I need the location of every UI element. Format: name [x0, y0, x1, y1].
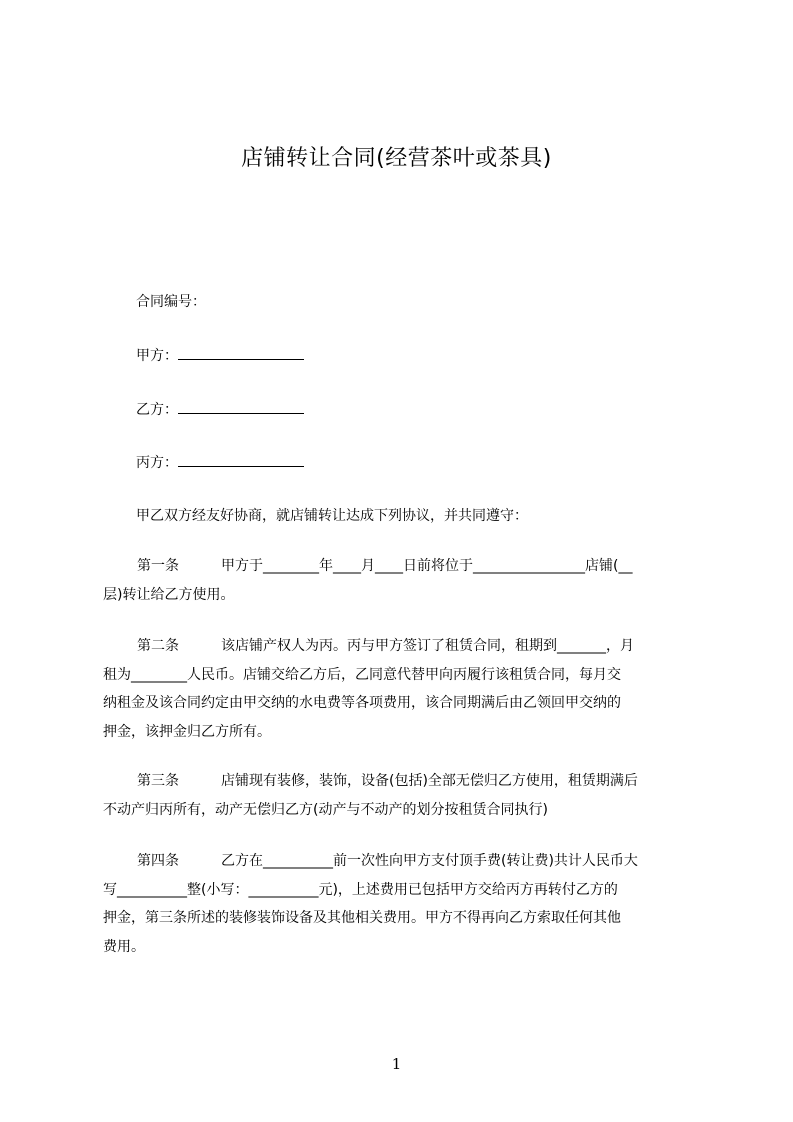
article-2-line-4: 押金，该押金归乙方所有。: [103, 723, 271, 740]
party-a-field: [136, 345, 304, 366]
article-2-line-1: 该店铺产权人为丙。丙与甲方签订了租赁合同，租期到_______，月: [221, 638, 634, 654]
article-4-heading: 第四条: [137, 853, 179, 869]
article-1: [103, 552, 699, 609]
party-b-field: [136, 399, 304, 420]
article-1-line-1: 甲方于________年____月____日前将位于________________店铺(__: [221, 558, 633, 574]
party-c-blank[interactable]: [178, 452, 304, 467]
party-b-blank[interactable]: [178, 399, 304, 414]
article-3-heading: 第三条: [137, 773, 179, 789]
party-b-label: 乙方：: [136, 402, 178, 418]
article-2-heading: 第二条: [137, 638, 179, 654]
article-1-line-2: 层)转让给乙方使用。: [103, 586, 235, 603]
article-4-line-4: 费用。: [103, 938, 145, 955]
article-3-line-1: 店铺现有装修，装饰，设备(包括)全部无偿归乙方使用，租赁期满后: [221, 773, 638, 789]
party-a-blank[interactable]: [178, 345, 304, 360]
party-c-field: [136, 452, 304, 473]
article-2-line-2: 租为________人民币。店铺交给乙方后，乙同意代替甲向丙履行该租赁合同，每月交: [103, 666, 621, 683]
page-number: 1: [391, 1055, 402, 1073]
contract-number-label: 合同编号：: [136, 294, 206, 310]
article-4: [103, 847, 699, 961]
party-c-label: 丙方：: [136, 455, 178, 471]
document-title: 店铺转让合同(经营茶叶或茶具): [241, 146, 552, 171]
party-a-label: 甲方：: [136, 348, 178, 364]
article-3: [103, 767, 699, 824]
article-4-line-2: 写__________整(小写：__________元)，上述费用已包括甲方交给丙方再转付乙方的: [103, 881, 618, 898]
article-3-line-2: 不动产归丙所有，动产无偿归乙方(动产与不动产的划分按租赁合同执行): [103, 801, 548, 818]
article-2: [103, 632, 699, 746]
article-4-line-1: 乙方在__________前一次性向甲方支付顶手费(转让费)共计人民币大: [221, 853, 638, 869]
preamble: 甲乙双方经友好协商，就店铺转让达成下列协议，并共同遵守：: [136, 508, 528, 524]
article-4-line-3: 押金，第三条所述的装修装饰设备及其他相关费用。甲方不得再向乙方索取任何其他: [103, 910, 621, 926]
article-2-line-3: 纳租金及该合同约定由甲交纳的水电费等各项费用，该合同期满后由乙领回甲交纳的: [103, 695, 621, 711]
article-1-heading: 第一条: [137, 558, 179, 574]
